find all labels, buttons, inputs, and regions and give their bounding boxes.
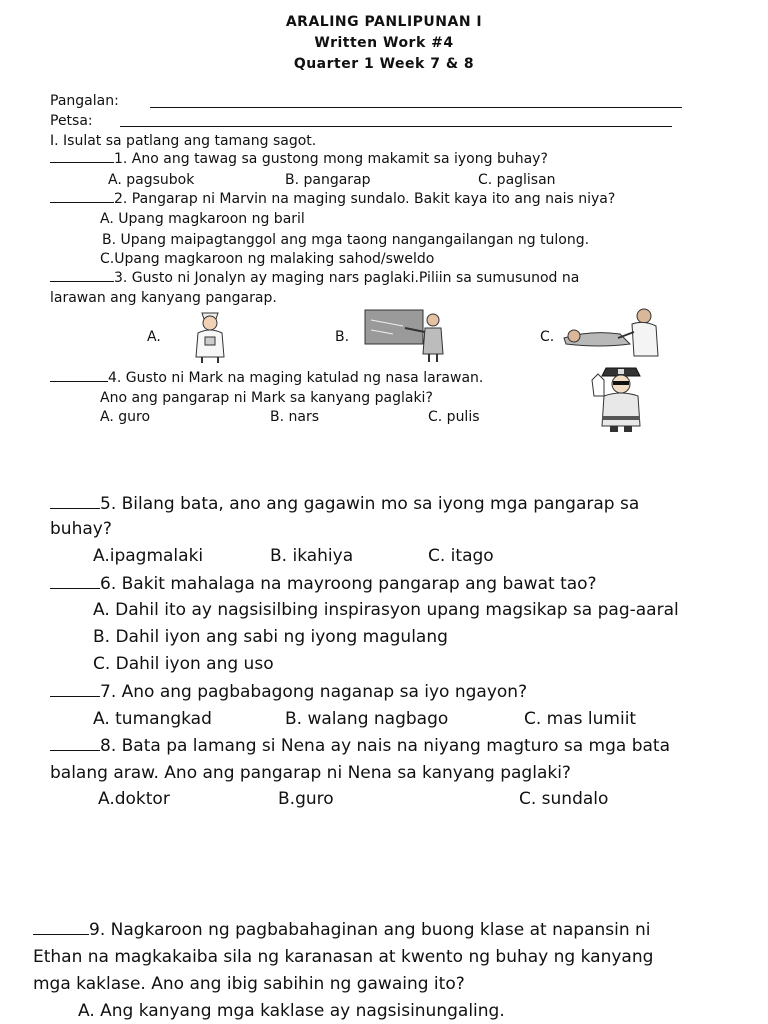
name-field[interactable] bbox=[150, 107, 682, 108]
q8-option-a: A.doktor bbox=[98, 789, 170, 809]
q3-option-a: A. bbox=[147, 329, 161, 345]
q5-option-a: A.ipagmalaki bbox=[93, 546, 204, 566]
question-9-line2: Ethan na magkakaiba sila ng karanasan at kwento ng buhay ng kanyang bbox=[33, 947, 654, 967]
nurse-picture bbox=[188, 307, 232, 363]
q6-option-b: B. Dahil iyon ang sabi ng iyong magulang bbox=[93, 627, 448, 647]
q4-option-b: B. nars bbox=[270, 409, 320, 425]
q7-option-c: C. mas lumiit bbox=[524, 709, 637, 729]
quarter-title: Quarter 1 Week 7 & 8 bbox=[293, 56, 475, 72]
q6-option-c: C. Dahil iyon ang uso bbox=[93, 654, 274, 674]
question-3: 3. Gusto ni Jonalyn ay maging nars paglaki.Piliin sa sumusunod na bbox=[50, 270, 579, 286]
q3-option-b: B. bbox=[335, 329, 350, 345]
date-field[interactable] bbox=[120, 126, 672, 127]
q7-option-a: A. tumangkad bbox=[93, 709, 212, 729]
answer-blank-6[interactable] bbox=[50, 588, 100, 589]
police-officer-picture bbox=[590, 360, 652, 432]
answer-blank-8[interactable] bbox=[50, 750, 100, 751]
q1-option-a: A. pagsubok bbox=[108, 172, 195, 188]
subject-title: ARALING PANLIPUNAN I bbox=[285, 14, 483, 30]
q9-option-a: A. Ang kanyang mga kaklase ay nagsisinungaling. bbox=[78, 1001, 505, 1021]
answer-blank-9[interactable] bbox=[33, 934, 89, 935]
question-7: 7. Ano ang pagbabagong naganap sa iyo ngayon? bbox=[50, 682, 527, 702]
question-4-line2: Ano ang pangarap ni Mark sa kanyang paglaki? bbox=[100, 390, 433, 406]
question-5: 5. Bilang bata, ano ang gagawin mo sa iyong mga pangarap sa bbox=[50, 494, 639, 514]
work-title: Written Work #4 bbox=[314, 35, 454, 51]
answer-blank-4[interactable] bbox=[50, 381, 108, 382]
q5-option-c: C. itago bbox=[428, 546, 494, 566]
question-6: 6. Bakit mahalaga na mayroong pangarap ang bawat tao? bbox=[50, 574, 597, 594]
q1-option-b: B. pangarap bbox=[285, 172, 371, 188]
q2-option-b: B. Upang maipagtanggol ang mga taong nangangailangan ng tulong. bbox=[102, 232, 590, 248]
q2-option-a: A. Upang magkaroon ng baril bbox=[100, 211, 305, 227]
q7-option-b: B. walang nagbago bbox=[285, 709, 449, 729]
question-8-line2: balang araw. Ano ang pangarap ni Nena sa kanyang paglaki? bbox=[50, 763, 571, 783]
question-8: 8. Bata pa lamang si Nena ay nais na niyang magturo sa mga bata bbox=[50, 736, 670, 756]
answer-blank-1[interactable] bbox=[50, 162, 114, 163]
q2-option-c: C.Upang magkaroon ng malaking sahod/sweldo bbox=[100, 251, 435, 267]
question-1: 1. Ano ang tawag sa gustong mong makamit sa iyong buhay? bbox=[50, 151, 548, 167]
answer-blank-7[interactable] bbox=[50, 696, 100, 697]
question-4: 4. Gusto ni Mark na maging katulad ng nasa larawan. bbox=[50, 370, 483, 386]
q4-option-c: C. pulis bbox=[428, 409, 480, 425]
instruction: I. Isulat sa patlang ang tamang sagot. bbox=[50, 133, 317, 149]
question-2: 2. Pangarap ni Marvin na maging sundalo. Bakit kaya ito ang nais niya? bbox=[50, 191, 615, 207]
q6-option-a: A. Dahil ito ay nagsisilbing inspirasyon upang magsikap sa pag-aaral bbox=[93, 600, 679, 620]
question-9-line3: mga kaklase. Ano ang ibig sabihin ng gawaing ito? bbox=[33, 974, 465, 994]
answer-blank-5[interactable] bbox=[50, 508, 100, 509]
doctor-picture bbox=[560, 304, 670, 360]
q3-option-c: C. bbox=[540, 329, 555, 345]
answer-blank-3[interactable] bbox=[50, 281, 114, 282]
name-label: Pangalan: bbox=[50, 93, 119, 109]
date-label: Petsa: bbox=[50, 113, 93, 129]
q8-option-b: B.guro bbox=[278, 789, 334, 809]
q4-option-a: A. guro bbox=[100, 409, 151, 425]
question-9: 9. Nagkaroon ng pagbabahaginan ang buong klase at napansin ni bbox=[33, 920, 651, 940]
q5-option-b: B. ikahiya bbox=[270, 546, 354, 566]
question-3-line2: larawan ang kanyang pangarap. bbox=[50, 290, 277, 306]
q1-option-c: C. paglisan bbox=[478, 172, 556, 188]
question-5-line2: buhay? bbox=[50, 519, 112, 539]
teacher-picture bbox=[363, 308, 453, 362]
q8-option-c: C. sundalo bbox=[519, 789, 609, 809]
answer-blank-2[interactable] bbox=[50, 202, 114, 203]
